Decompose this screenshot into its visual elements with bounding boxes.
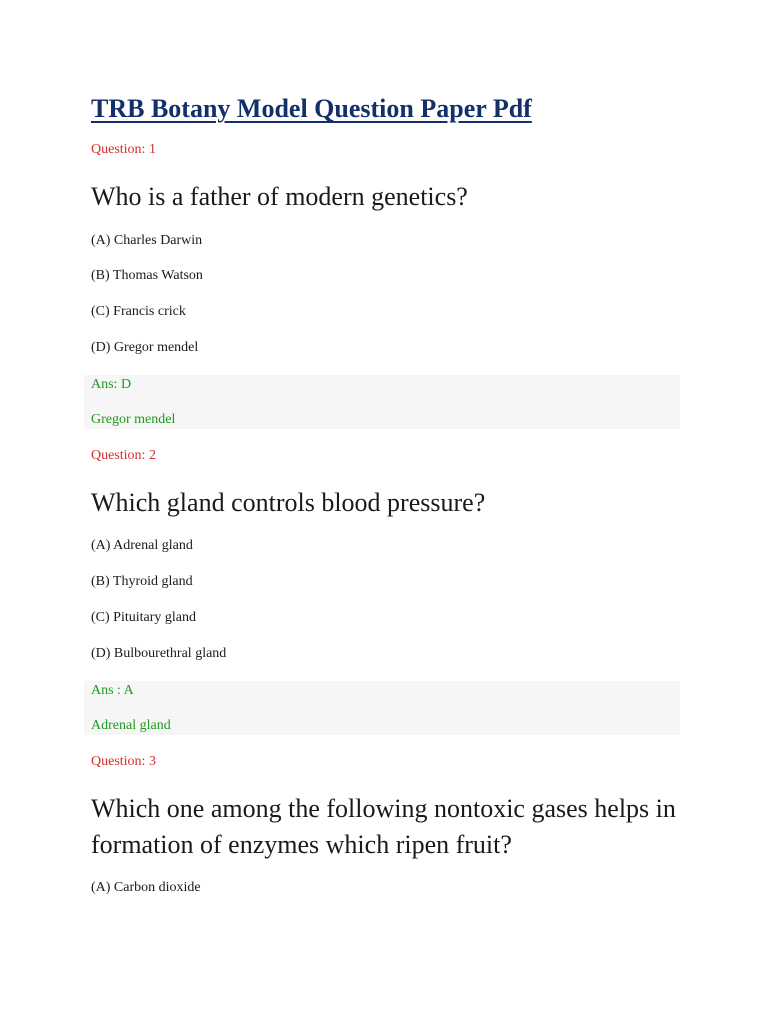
question-3-text: Which one among the following nontoxic gases helps in formation of enzymes which ripen fruit? xyxy=(91,794,676,859)
question-1-option-a: (A) Charles Darwin xyxy=(91,233,203,248)
question-1-label: Question: 1 xyxy=(91,142,156,157)
question-1-option-d: (D) Gregor mendel xyxy=(91,340,199,355)
question-2-option-c: (C) Pituitary gland xyxy=(91,610,196,625)
question-1-answer-box xyxy=(84,375,680,429)
question-1-answer: Ans: D xyxy=(91,377,132,392)
question-2-option-b: (B) Thyroid gland xyxy=(91,574,193,589)
question-2-option-d: (D) Bulbourethral gland xyxy=(91,646,227,661)
question-2-answer-box xyxy=(84,681,680,735)
question-2-answer: Ans : A xyxy=(91,683,134,698)
question-1-option-b: (B) Thomas Watson xyxy=(91,268,203,283)
document-title[interactable]: TRB Botany Model Question Paper Pdf xyxy=(91,94,532,123)
question-2-text: Which gland controls blood pressure? xyxy=(91,488,486,517)
question-1-option-c: (C) Francis crick xyxy=(91,304,186,319)
question-1-answer-text: Gregor mendel xyxy=(91,412,176,427)
question-3-option-a: (A) Carbon dioxide xyxy=(91,880,201,895)
question-1-text: Who is a father of modern genetics? xyxy=(91,182,468,211)
question-3-label: Question: 3 xyxy=(91,754,156,769)
question-2-answer-text: Adrenal gland xyxy=(91,718,171,733)
question-2-label: Question: 2 xyxy=(91,448,156,463)
question-2-option-a: (A) Adrenal gland xyxy=(91,538,193,553)
